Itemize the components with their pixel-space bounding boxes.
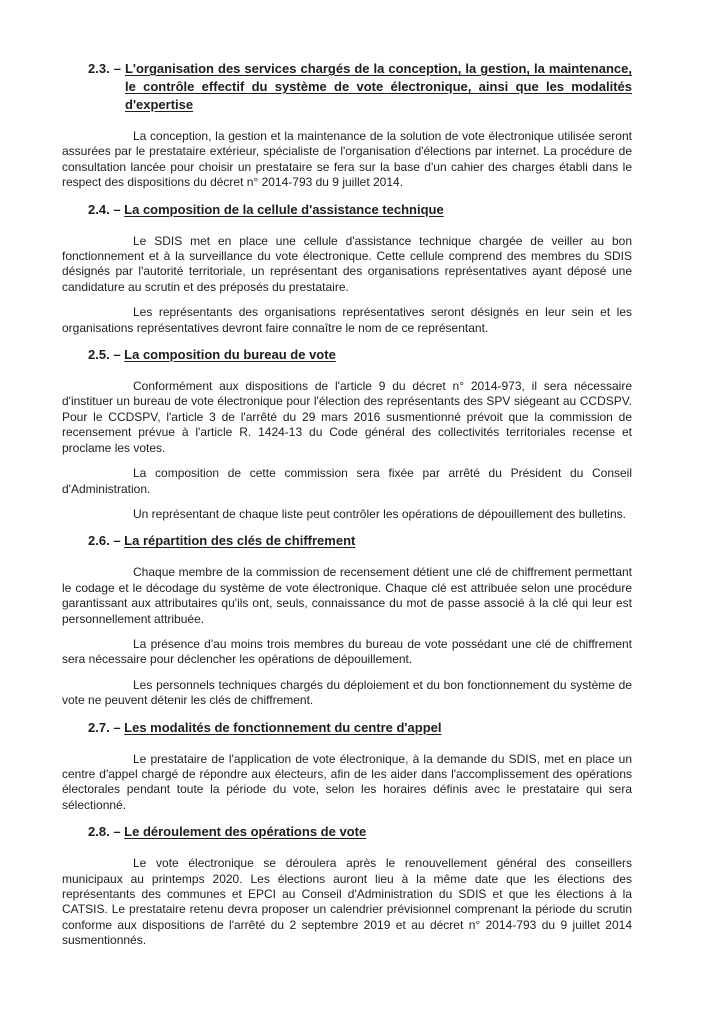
section-number: 2.3. [88,61,110,76]
heading-dash: – [113,533,121,549]
section-number: 2.6. [88,533,110,549]
section-2-6 [62,532,632,708]
section-number: 2.4. [88,201,110,217]
paragraph: Le prestataire de l'application de vote électronique, à la demande du SDIS, met en place un centre d'appel chargé de répondre aux électeurs, afin de les aider dans l'accomplissement des opérations électorales pendant toute la période du vote, selon les horaires définis avec le prestataire qui sera sélectionné. [62,751,632,812]
paragraph: La composition de cette commission sera fixée par arrêté du Président du Conseil d'Administration. [62,466,632,496]
section-title: L'organisation des services chargés de la conception, la gestion, la maintenance, le contrôle effectif du système de vote électronique, ainsi que les modalités d'expertise [124,61,632,112]
heading-dash: – [113,201,121,217]
heading-dash: – [113,61,121,76]
section-heading [62,60,632,114]
section-title: Le déroulement des opérations de vote [124,824,367,840]
section-number: 2.5. [88,347,110,363]
section-title: La répartition des clés de chiffrement [124,533,356,549]
paragraph: Conformément aux dispositions de l'article 9 du décret n° 2014-973, il sera nécessaire d'instituer un bureau de vote électronique pour l'élection des représentants des SPV siégeant au CCDSPV. Pour le CCDSPV, l'article 3 de l'arrêté du 29 mars 2016 susmentionné prévoit que la commission de recensement prévue à l'article R. 1424-13 du Code général des collectivités territoriales recense et proclame les votes. [62,379,632,455]
paragraph: Chaque membre de la commission de recensement détient une clé de chiffrement permettant le codage et le décodage du système de vote électronique. Chaque clé est attribuée selon une procédure garantissant aux attributaires qu'ils ont, seuls, connaissance du mot de passe associé à la clé qui leur est personnellement attribuée. [62,565,632,626]
section-heading [62,346,632,364]
section-title: Les modalités de fonctionnement du centre d'appel [124,719,442,735]
section-heading [62,719,632,737]
section-title: La composition du bureau de vote [124,347,336,363]
paragraph: Les personnels techniques chargés du déploiement et du bon fonctionnement du système de vote ne peuvent détenir les clés de chiffrement. [62,677,632,708]
section-heading [62,532,632,550]
section-heading [62,201,632,219]
paragraph: Le SDIS met en place une cellule d'assistance technique chargée de veiller au bon fonctionnement et à la surveillance du vote électronique. Cette cellule comprend des membres du SDIS désignés par l'autorité territoriale, un représentant des organisations représentatives ayant déposé une candidature au scrutin et des préposés du prestataire. [62,233,632,294]
section-heading [62,823,632,841]
section-2-4 [62,201,632,336]
section-2-5 [62,346,632,522]
paragraph: Le vote électronique se déroulera après le renouvellement général des conseillers municipaux au printemps 2020. Les élections auront lieu à la même date que les élections des représentants des communes et EPCI au Conseil d'Administration du SDIS et que les élections à la CATSIS. Le prestataire retenu devra proposer un calendrier prévisionnel comprenant la période du scrutin conforme aux dispositions de l'arrêté du 2 septembre 2019 et au décret n° 2014-793 du 9 juillet 2014 susmentionnés. [62,856,632,948]
section-2-8 [62,823,632,948]
paragraph: La conception, la gestion et la maintenance de la solution de vote électronique utilisée seront assurées par le prestataire extérieur, spécialiste de l'organisation d'élections par internet. La procédure de consultation lancée pour choisir un prestataire se fera sur la base d'un cahier des charges établi dans le respect des dispositions du décret n° 2014-793 du 9 juillet 2014. [62,129,632,190]
heading-dash: – [113,719,121,735]
section-2-3 [62,60,632,191]
heading-dash: – [113,347,121,363]
section-number: 2.8. [88,824,110,840]
paragraph: La présence d'au moins trois membres du bureau de vote possédant une clé de chiffrement sera nécessaire pour déclencher les opérations de dépouillement. [62,636,632,667]
section-2-7 [62,719,632,814]
heading-dash: – [113,824,121,840]
paragraph: Un représentant de chaque liste peut contrôler les opérations de dépouillement des bulletins. [133,506,626,521]
section-number: 2.7. [88,719,110,735]
section-title: La composition de la cellule d'assistance technique [124,201,444,217]
paragraph: Les représentants des organisations représentatives seront désignés en leur sein et les organisations représentatives devront faire connaître le nom de ce représentant. [62,305,632,335]
